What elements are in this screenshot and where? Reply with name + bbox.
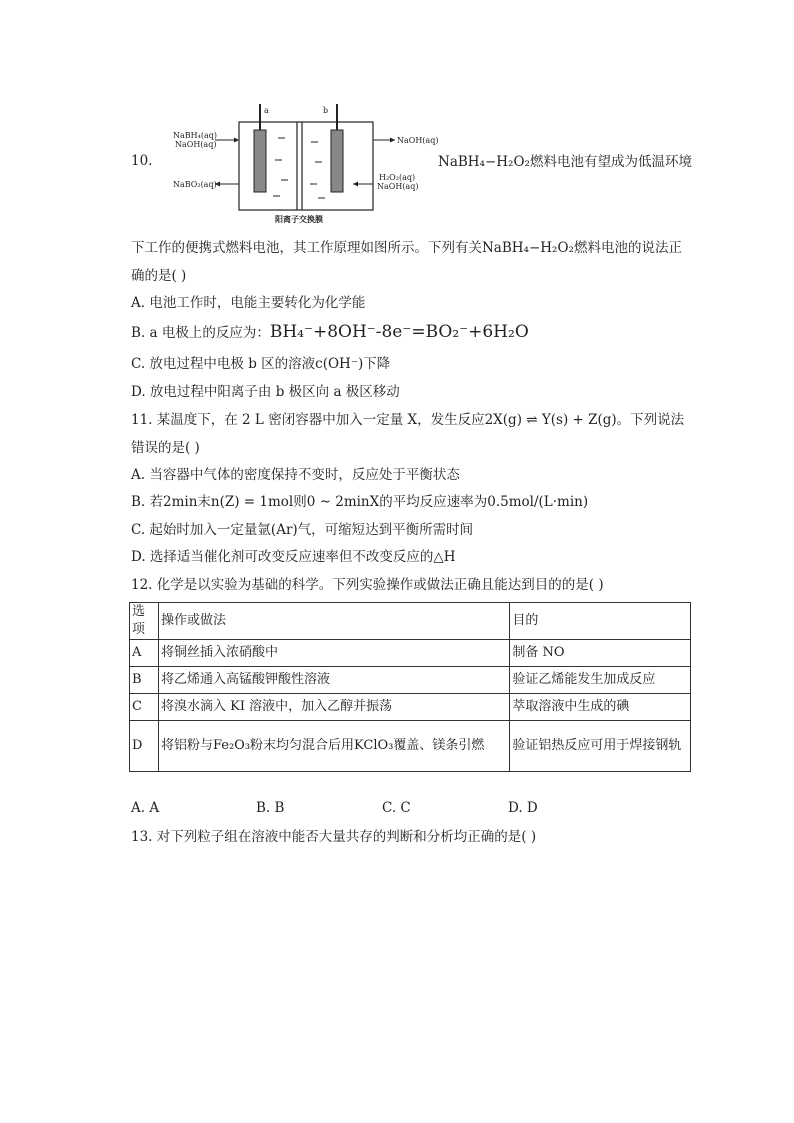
question-11-option-d: D. 选择适当催化剂可改变反应速率但不改变反应的△H (131, 549, 456, 565)
table-header-cell: 选项 (130, 603, 159, 640)
table-cell: 验证乙烯能发生加成反应 (510, 667, 691, 694)
question-11-option-a: A. 当容器中气体的密度保持不变时，反应处于平衡状态 (131, 467, 460, 483)
right-outlet-label: NaOH(aq) (397, 136, 439, 145)
question-13-line-1: 13. 对下列粒子组在溶液中能否大量共存的判断和分析均正确的是( ) (131, 829, 537, 845)
left-inlet-label-2: NaOH(aq) (175, 140, 217, 149)
electrode-a-label: a (264, 106, 269, 115)
table-cell: D (130, 721, 159, 772)
table-row (130, 721, 691, 772)
question-10-option-d: D. 放电过程中阳离子由 b 极区向 a 极区移动 (131, 384, 400, 400)
question-10-stem-third: 确的是( ) (131, 268, 187, 284)
right-inlet-label-2: NaOH(aq) (377, 182, 419, 191)
right-inlet-label-1: H₂O₂(aq) (379, 173, 416, 182)
question-10-option-b (131, 323, 529, 342)
question-10-option-c: C. 放电过程中电极 b 区的溶液c(OH⁻)下降 (131, 356, 391, 372)
question-10-option-a: A. 电池工作时，电能主要转化为化学能 (131, 295, 366, 311)
table-cell: 萃取溶液中生成的碘 (510, 694, 691, 721)
fuel-cell-diagram (163, 100, 439, 224)
table-cell: 将铝粉与Fe₂O₃粉末均匀混合后用KClO₃覆盖、镁条引燃 (158, 721, 509, 772)
question-11-option-c: C. 起始时加入一定量氩(Ar)气，可缩短达到平衡所需时间 (131, 522, 474, 538)
table-cell: B (130, 667, 159, 694)
table-cell: 将铜丝插入浓硝酸中 (158, 640, 509, 667)
electrode-b-label: b (323, 106, 329, 115)
question-12-option-d: D. D (508, 800, 538, 816)
table-cell: A (130, 640, 159, 667)
question-12-option-b: B. B (256, 800, 285, 816)
table-header-cell: 操作或做法 (158, 603, 509, 640)
table-cell: 验证铝热反应可用于焊接钢轨 (510, 721, 691, 772)
table-row (130, 667, 691, 694)
question-10-stem-second: 下工作的便携式燃料电池，其工作原理如图所示。下列有关NaBH₄−H₂O₂燃料电池的说法正 (131, 240, 682, 256)
question-11-line-1: 11. 某温度下，在 2 L 密闭容器中加入一定量 X，发生反应2X(g) ⇌ Y(s) + Z(g)。下列说法 (131, 412, 685, 428)
question-11-line-2: 错误的是( ) (131, 440, 200, 456)
table-cell: C (130, 694, 159, 721)
table-header-cell: 目的 (510, 603, 691, 640)
question-10-option-b-text: B. a 电极上的反应为： (131, 325, 270, 341)
experiment-table (129, 602, 691, 772)
question-10-option-b-formula: BH₄⁻+8OH⁻-8e⁻=BO₂⁻+6H₂O (269, 322, 529, 342)
question-12-option-a: A. A (131, 800, 160, 816)
table-row (130, 640, 691, 667)
left-outlet-label: NaBO₂(aq) (173, 180, 217, 189)
table-cell: 制备 NO (510, 640, 691, 667)
question-12-option-c: C. C (382, 800, 411, 816)
question-10-number: 10. (131, 153, 153, 169)
table-cell: 将乙烯通入高锰酸钾酸性溶液 (158, 667, 509, 694)
table-header-row (130, 603, 691, 640)
table-cell: 将溴水滴入 KI 溶液中，加入乙醇并振荡 (158, 694, 509, 721)
membrane-label: 阳离子交换膜 (275, 214, 323, 224)
left-inlet-label-1: NaBH₄(aq) (173, 131, 217, 140)
question-12-line-1: 12. 化学是以实验为基础的科学。下列实验操作或做法正确且能达到目的的是( ) (131, 577, 604, 593)
table-row (130, 694, 691, 721)
question-11-option-b: B. 若2min末n(Z) = 1mol则0 ~ 2minX的平均反应速率为0.5mol/(L·min) (131, 494, 589, 510)
question-10-stem-first: NaBH₄−H₂O₂燃料电池有望成为低温环境 (438, 154, 692, 170)
